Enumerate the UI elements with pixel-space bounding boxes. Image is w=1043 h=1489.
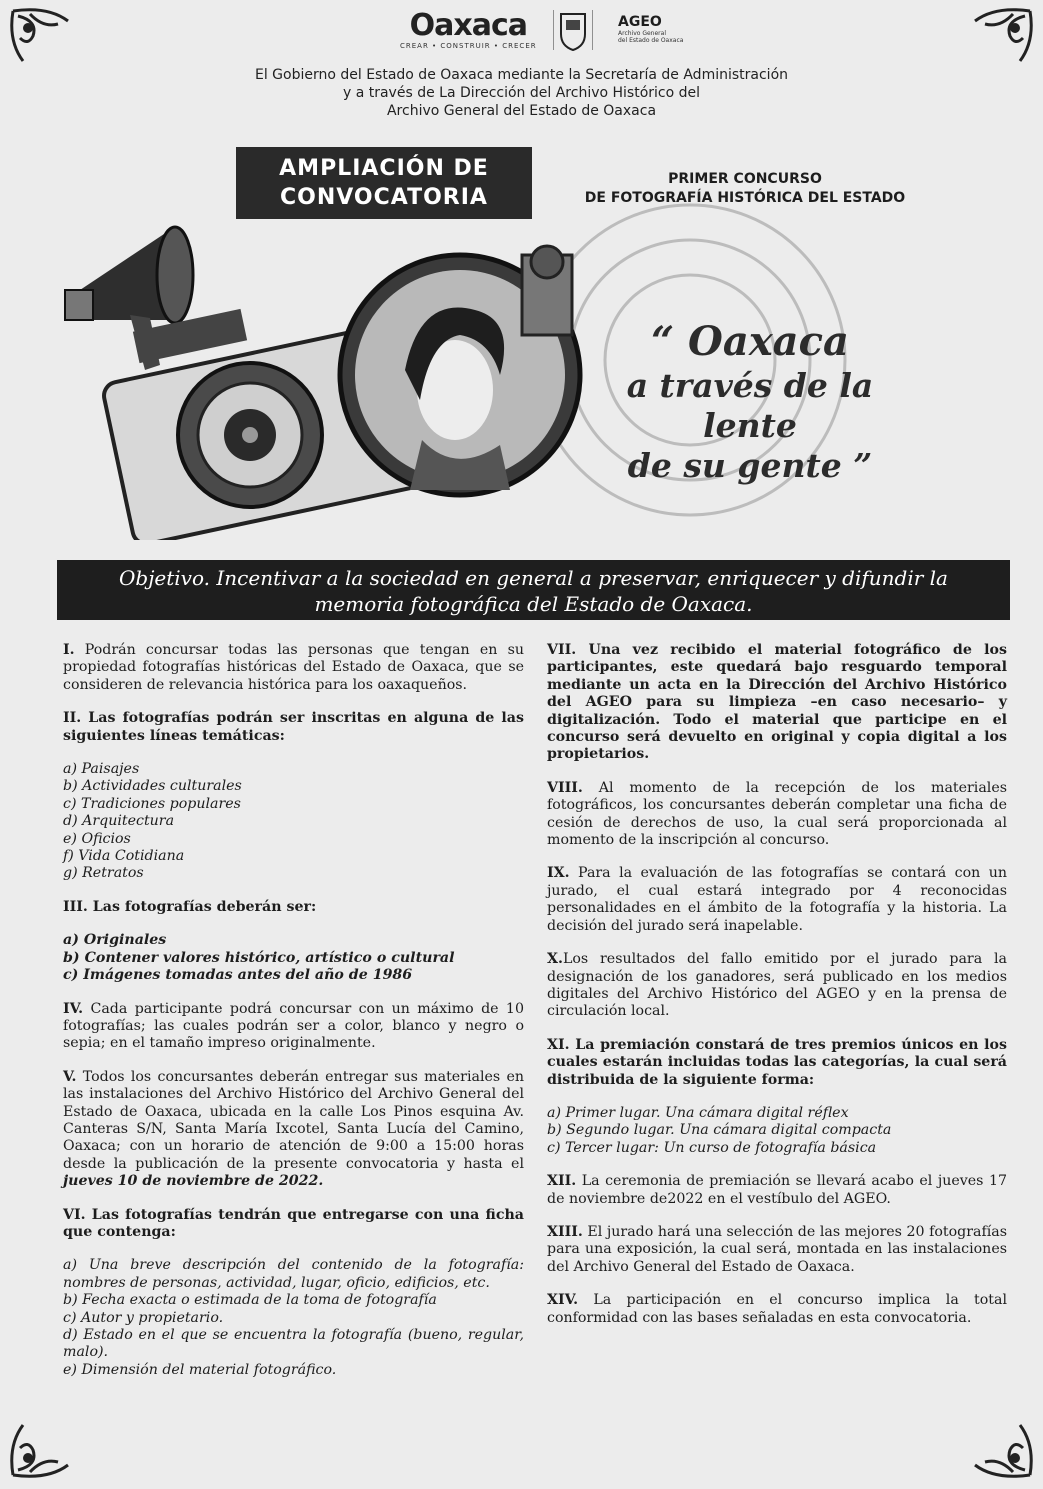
requirements-list: [63, 932, 524, 984]
rule-14: [547, 1292, 1007, 1327]
list-item: b) Fecha exacta o estimada de la toma de fotografía: [63, 1292, 437, 1309]
gov-line-2: y a través de La Dirección del Archivo Histórico del: [342, 85, 701, 101]
rule-9-number: IX.: [547, 865, 570, 882]
rule-4: [63, 1001, 524, 1053]
ficha-list: [63, 1257, 524, 1379]
rule-6: VI. Las fotografías tendrán que entregarse con una ficha que contenga:: [63, 1206, 524, 1240]
flourish-ornament-icon: [8, 6, 78, 66]
list-item: g) Retratos: [63, 865, 144, 882]
motto-line-1: “ Oaxaca: [651, 318, 849, 365]
logo-tagline: CREAR • CONSTRUIR • CRECER: [400, 42, 537, 50]
rule-13-text: El jurado hará una selección de las mejores 20 fotografías para una exposición, la cual será, montada en las instalaciones del Archivo General del Estado de Oaxaca.: [547, 1223, 1007, 1275]
contest-line-1: PRIMER CONCURSO: [668, 171, 822, 187]
rule-5-number: V.: [63, 1068, 77, 1085]
rule-12-number: XII.: [547, 1173, 577, 1190]
list-item: a) Una breve descripción del contenido de la fotografía: nombres de personas, actividad, lugar, oficio, edificios, etc.: [63, 1257, 524, 1291]
flourish-ornament-icon: [965, 6, 1035, 66]
gov-line-1: El Gobierno del Estado de Oaxaca mediante la Secretaría de Administración: [254, 67, 789, 83]
state-seal-icon: [553, 8, 593, 52]
rule-2: II. Las fotografías podrán ser inscritas en alguna de las siguientes líneas temáticas:: [63, 710, 524, 744]
rule-14-text: La participación en el concurso implica la total conformidad con las bases señaladas en esta convocatoria.: [547, 1292, 1007, 1326]
themes-list: [63, 761, 524, 883]
objective-bar: [57, 560, 1010, 620]
banner-line-1: AMPLIACIÓN DE: [279, 156, 489, 181]
rule-3: III. Las fotografías deberán ser:: [63, 898, 317, 915]
rule-12: [547, 1173, 1007, 1208]
rule-11: XI. La premiación constará de tres premios únicos en los cuales estarán incluidas todas las categorías, la cual será distribuida de la siguiente forma:: [547, 1036, 1007, 1088]
deadline-date: jueves 10 de noviembre de 2022.: [63, 1173, 324, 1190]
rules-right-column: [547, 642, 1007, 1343]
rule-4-text: Cada participante podrá concursar con un máximo de 10 fotografías; las cuales podrán ser a color, blanco y negro o sepia; en el tamaño impreso originalmente.: [63, 1000, 524, 1052]
rule-12-text: La ceremonia de premiación se llevará acabo el jueves 17 de noviembre de2022 en el vestíbulo del AGEO.: [547, 1173, 1007, 1207]
list-item: d) Arquitectura: [63, 813, 175, 830]
list-item: b) Actividades culturales: [63, 778, 242, 795]
list-item: c) Autor y propietario.: [63, 1309, 224, 1326]
objective-line-2: memoria fotográfica del Estado de Oaxaca.: [314, 592, 753, 616]
government-intro: [130, 66, 913, 120]
objective-line-1: Objetivo. Incentivar a la sociedad en general a preservar, enriquecer y difundir la: [119, 566, 948, 590]
list-item: a) Primer lugar. Una cámara digital réflex: [547, 1104, 849, 1121]
list-item: c) Imágenes tomadas antes del año de 1986: [63, 967, 413, 984]
flourish-ornament-icon: [8, 1420, 78, 1480]
rule-10-text: Los resultados del fallo emitido por el jurado para la designación de los ganadores, será publicado en los medios digitales del Archivo Histórico del AGEO y en la prensa de circulación local.: [547, 951, 1007, 1020]
oaxaca-logo: [400, 10, 537, 50]
rule-1-number: I.: [63, 642, 75, 658]
rule-10: [547, 951, 1007, 1021]
motto-line-3: de su gente ”: [627, 446, 873, 485]
rule-13: [547, 1224, 1007, 1276]
ageo-sub1: Archivo General: [618, 30, 666, 37]
logo-word: Oaxaca: [409, 8, 527, 43]
list-item: f) Vida Cotidiana: [63, 848, 185, 865]
contest-title: [560, 170, 930, 208]
banner-line-2: CONVOCATORIA: [280, 185, 488, 210]
ageo-title: AGEO: [618, 14, 662, 30]
motto-line-2: a través de la lente: [626, 366, 874, 445]
list-item: c) Tercer lugar: Un curso de fotografía básica: [547, 1139, 877, 1156]
rule-5: [63, 1069, 524, 1191]
contest-motto: [590, 318, 910, 486]
rules-left-column: [63, 642, 524, 1395]
ageo-sub2: del Estado de Oaxaca: [618, 37, 684, 44]
rule-1: [63, 642, 524, 694]
list-item: c) Tradiciones populares: [63, 795, 241, 812]
announcement-banner: [236, 147, 532, 219]
list-item: a) Originales: [63, 932, 167, 949]
rule-8-number: VIII.: [547, 779, 583, 796]
rule-8-text: Al momento de la recepción de los materiales fotográficos, los concursantes deberán completar una ficha de cesión de derechos de uso, la cual será proporcionada al momento de la inscripción al concurso.: [547, 779, 1007, 849]
frame-ornament-icon: [522, 246, 572, 335]
list-item: a) Paisajes: [63, 761, 140, 778]
rule-8: [547, 780, 1007, 850]
list-item: e) Oficios: [63, 830, 131, 847]
ageo-logo: [618, 14, 683, 44]
list-item: b) Contener valores histórico, artístico o cultural: [63, 949, 455, 966]
contest-line-2: DE FOTOGRAFÍA HISTÓRICA DEL ESTADO: [584, 190, 906, 206]
rule-7: VII. Una vez recibido el material fotográfico de los participantes, este quedará bajo resguardo temporal mediante un acta en la Dirección del Archivo Histórico del AGEO para su limpieza –en caso necesario– y digitalización. Todo el material que participe en el concurso será devuelto en original y copia digital a los propietarios.: [547, 642, 1007, 763]
rule-14-number: XIV.: [547, 1292, 579, 1309]
gov-line-3: Archivo General del Estado de Oaxaca: [386, 103, 657, 119]
list-item: d) Estado en el que se encuentra la fotografía (bueno, regular, malo).: [63, 1327, 524, 1361]
rule-4-number: IV.: [63, 1000, 84, 1017]
list-item: e) Dimensión del material fotográfico.: [63, 1361, 337, 1378]
rule-1-text: Podrán concursar todas las personas que tengan en su propiedad fotografías históricas del Estado de Oaxaca, que se consideren de relevancia histórica para los oaxaqueños.: [63, 642, 524, 693]
rule-10-number: X.: [547, 951, 563, 968]
flourish-ornament-icon: [965, 1420, 1035, 1480]
rule-5-text: Todos los concursantes deberán entregar sus materiales en las instalaciones del Archivo Histórico del Archivo General del Estado de Oaxaca, ubicada en la calle Los Pinos esquina Av. Canteras S/N, Santa María Ixcotel, Santa Lucía del Camino, Oaxaca; con un horario de atención de 9:00 a 15:00 horas desde la publicación de la presente convocatoria y hasta el: [63, 1068, 524, 1172]
list-item: b) Segundo lugar. Una cámara digital compacta: [547, 1122, 892, 1139]
rule-9: [547, 865, 1007, 935]
rule-13-number: XIII.: [547, 1223, 583, 1240]
rule-9-text: Para la evaluación de las fotografías se contará con un jurado, el cual estará integrado por 4 reconocidas personalidades en el ámbito de la fotografía y la historia. La decisión del jurado será inapelable.: [547, 865, 1007, 934]
prizes-list: [547, 1105, 1007, 1157]
